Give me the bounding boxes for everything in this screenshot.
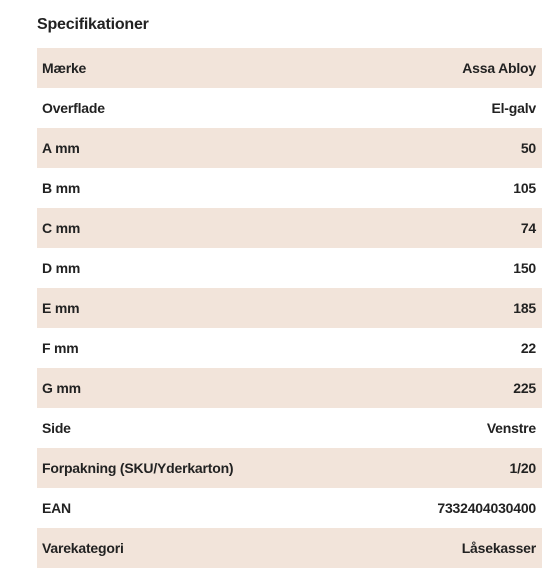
spec-label: B mm <box>42 180 81 196</box>
spec-row-d-mm <box>37 248 542 288</box>
spec-row-e-mm <box>37 288 542 328</box>
spec-value: 105 <box>513 180 536 196</box>
spec-label: D mm <box>42 260 81 276</box>
spec-row-surface <box>37 88 542 128</box>
spec-value: El-galv <box>491 100 536 116</box>
spec-value: 74 <box>520 220 536 236</box>
spec-row-category <box>37 528 542 568</box>
specifications-table <box>37 48 542 568</box>
spec-row-ean <box>37 488 542 528</box>
spec-value: Låsekasser <box>461 540 536 556</box>
section-title: Specifikationer <box>37 16 149 33</box>
spec-label: C mm <box>42 220 81 236</box>
spec-label: A mm <box>42 140 80 156</box>
spec-row-side <box>37 408 542 448</box>
spec-value: Venstre <box>486 420 536 436</box>
spec-row-a-mm <box>37 128 542 168</box>
spec-value: 150 <box>513 260 536 276</box>
spec-row-c-mm <box>37 208 542 248</box>
spec-label: Mærke <box>42 60 87 76</box>
spec-label: Side <box>42 420 71 436</box>
spec-label: Forpakning (SKU/Yderkarton) <box>42 460 234 476</box>
spec-row-f-mm <box>37 328 542 368</box>
spec-value: 22 <box>520 340 536 356</box>
spec-row-g-mm <box>37 368 542 408</box>
spec-label: Overflade <box>42 100 105 116</box>
spec-value: 1/20 <box>509 460 536 476</box>
spec-row-packaging <box>37 448 542 488</box>
spec-row-brand <box>37 48 542 88</box>
spec-value: 7332404030400 <box>437 500 536 516</box>
spec-value: 185 <box>513 300 536 316</box>
spec-value: Assa Abloy <box>462 60 536 76</box>
spec-label: G mm <box>42 380 81 396</box>
spec-label: EAN <box>42 500 71 516</box>
spec-row-b-mm <box>37 168 542 208</box>
spec-label: E mm <box>42 300 80 316</box>
spec-label: Varekategori <box>42 540 124 556</box>
spec-value: 50 <box>520 140 536 156</box>
spec-label: F mm <box>42 340 79 356</box>
spec-value: 225 <box>513 380 536 396</box>
